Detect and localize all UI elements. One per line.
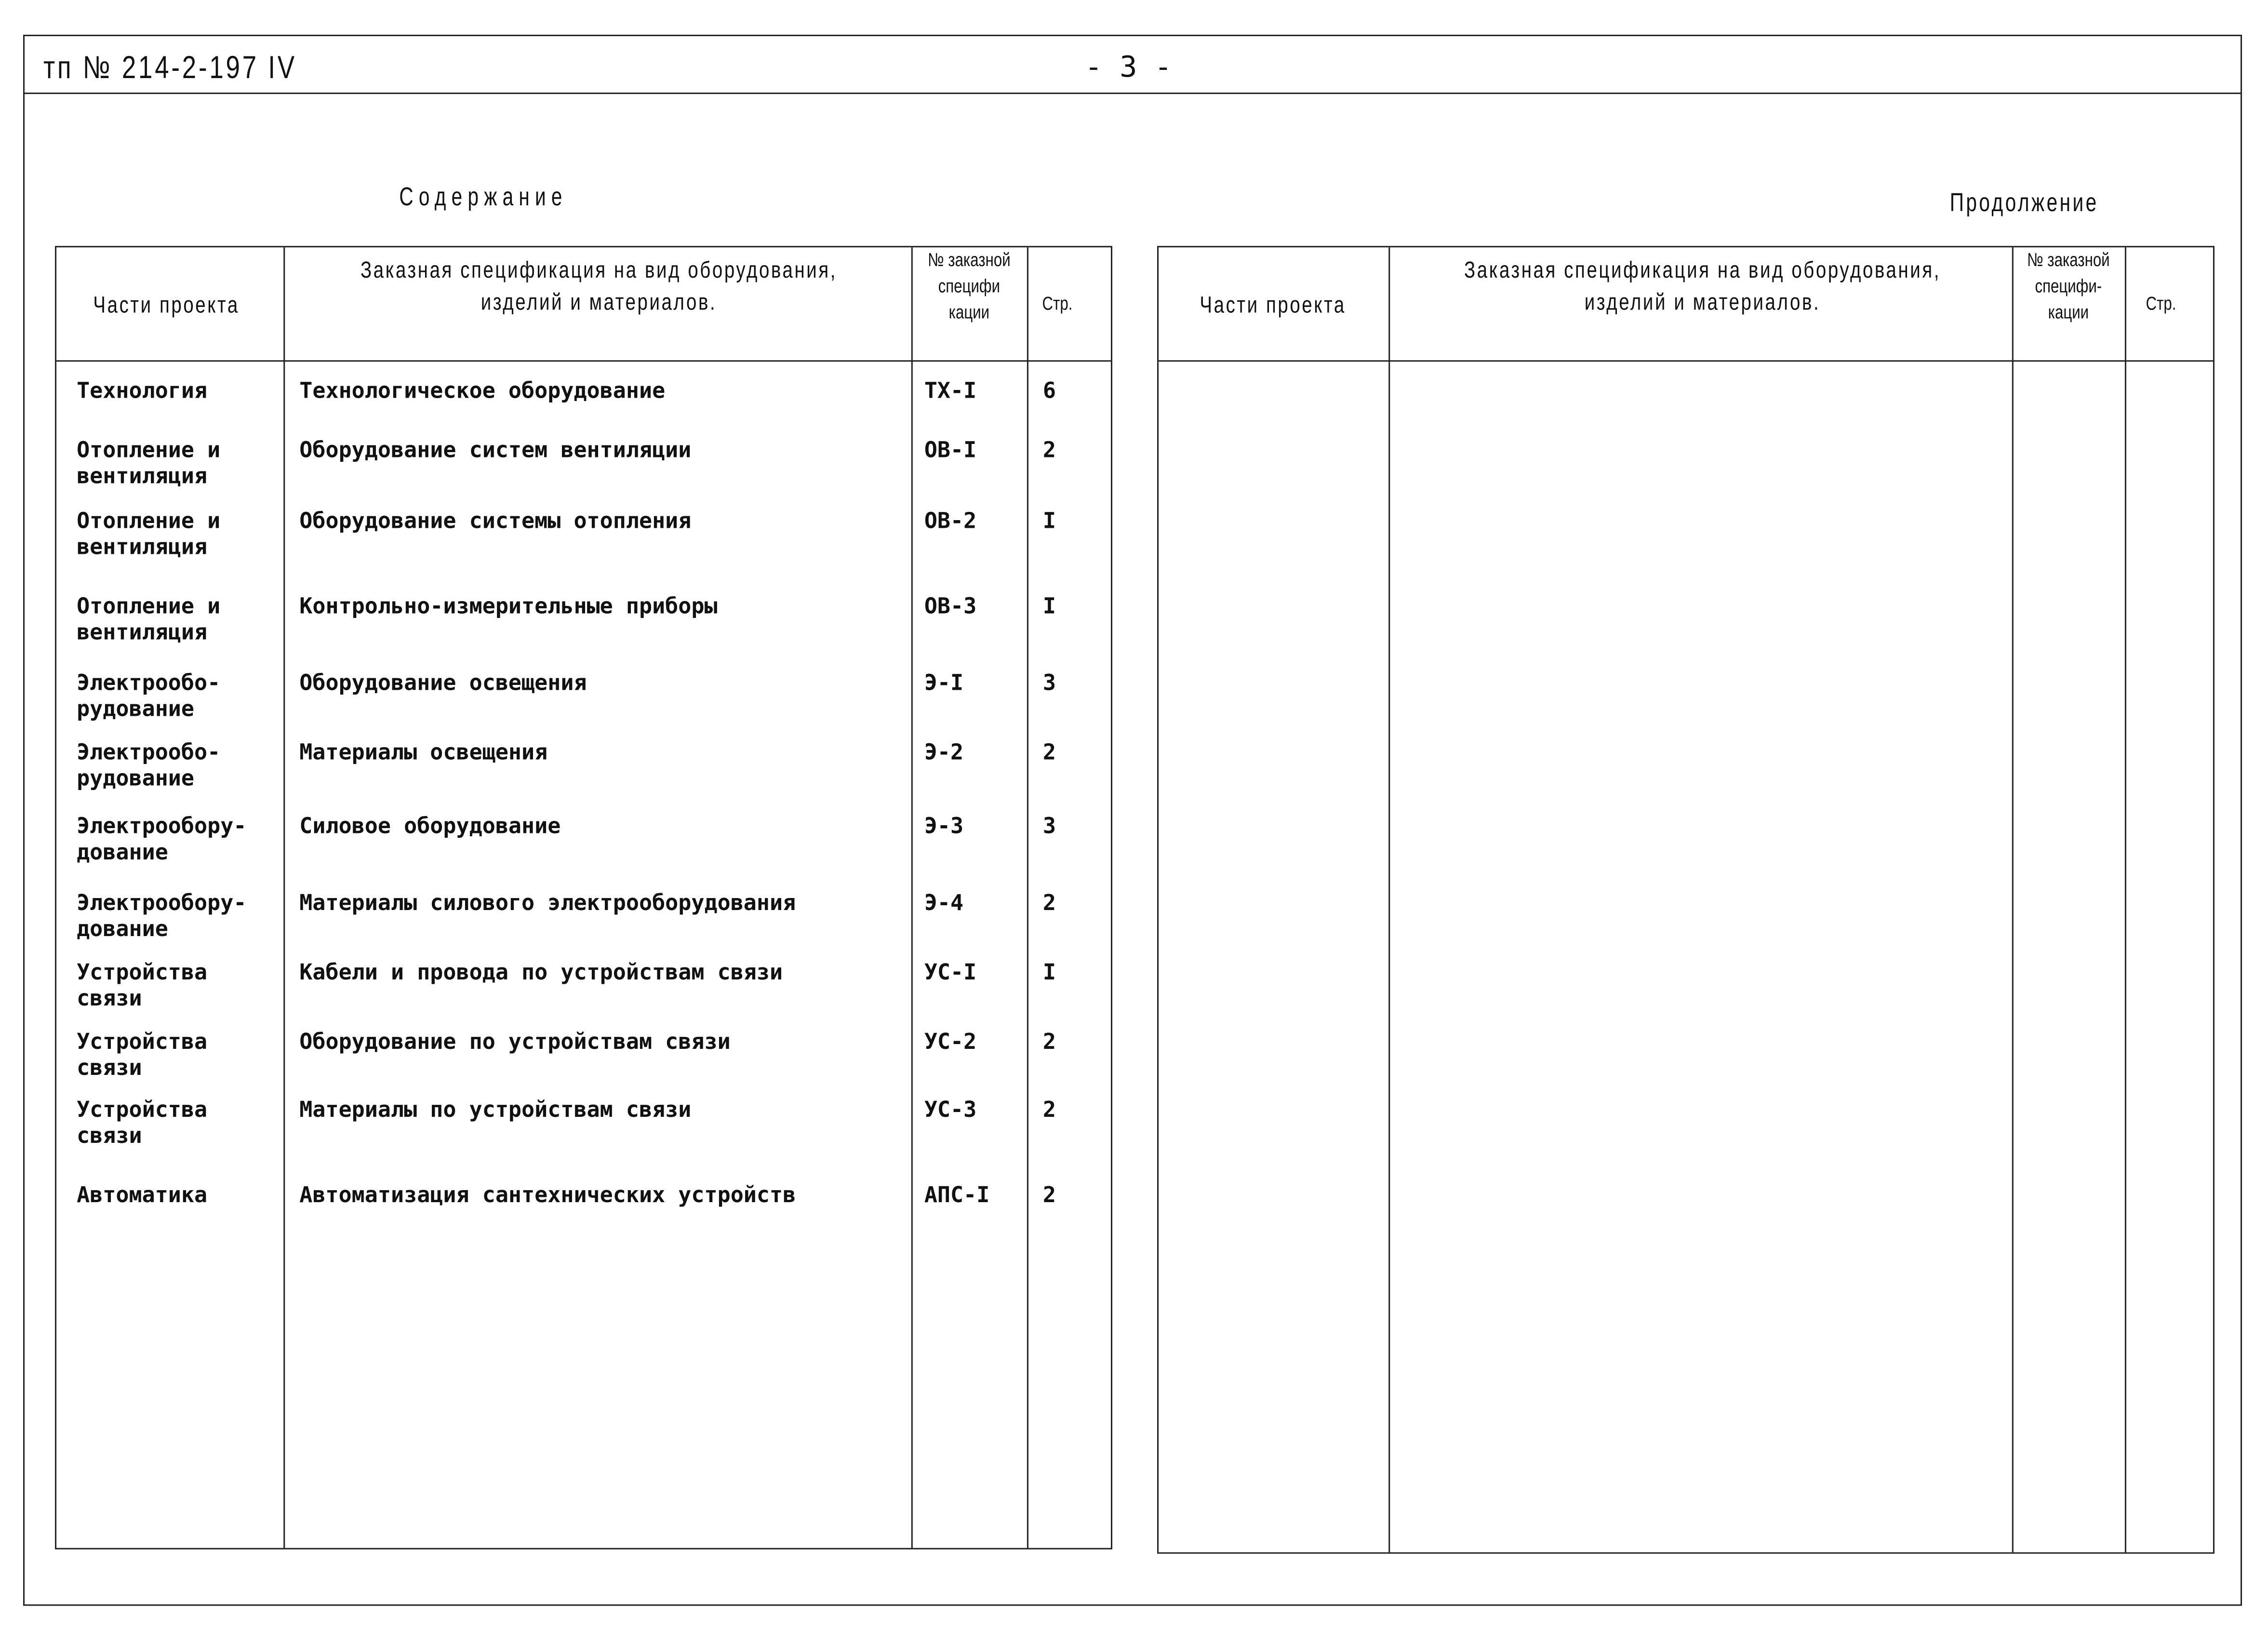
spec-code-cell: Э-I — [924, 670, 964, 696]
spec-name-cell: Автоматизация сантехнических устройств — [299, 1182, 796, 1208]
part-cell: Электрообо- рудование — [77, 670, 221, 722]
col-header-number: № заказной специфи кации — [928, 249, 1011, 323]
spec-code-cell: ОВ-2 — [924, 508, 977, 534]
page-cell: 3 — [1042, 813, 1056, 839]
page-cell: 2 — [1042, 437, 1056, 463]
part-cell: Устройства связи — [77, 1028, 208, 1081]
header-divider — [23, 93, 2242, 94]
spec-name-cell: Оборудование систем вентиляции — [299, 437, 692, 463]
spec-code-cell: УС-I — [924, 959, 977, 985]
col-header-page: Стр. — [1042, 292, 1073, 314]
col-header-spec: Заказная спецификация на вид оборудования, изделий и материалов. — [360, 259, 838, 316]
page-cell: 2 — [1042, 739, 1056, 765]
part-cell: Устройства связи — [77, 959, 208, 1011]
page-cell: I — [1042, 508, 1056, 534]
page-cell: I — [1042, 959, 1056, 985]
col-header-spec: Заказная спецификация на вид оборудования, изделий и материалов. — [1464, 259, 1941, 316]
page-cell: 6 — [1042, 377, 1056, 404]
spec-name-cell: Технологическое оборудование — [299, 377, 666, 404]
spec-name-cell: Контрольно-измерительные приборы — [299, 593, 718, 619]
part-cell: Электрообо- рудование — [77, 739, 221, 791]
spec-code-cell: Э-3 — [924, 813, 964, 839]
part-cell: Отопление и вентиляция — [77, 437, 221, 489]
spec-code-cell: ТХ-I — [924, 377, 977, 404]
page-cell: 3 — [1042, 670, 1056, 696]
part-cell: Отопление и вентиляция — [77, 593, 221, 645]
spec-name-cell: Материалы освещения — [299, 739, 548, 765]
page-number: - 3 - — [1084, 49, 1172, 84]
spec-name-cell: Оборудование по устройствам связи — [299, 1028, 731, 1055]
page-cell: 2 — [1042, 1096, 1056, 1123]
contents-table — [55, 246, 1112, 1549]
continuation-title: Продолжение — [1949, 188, 2099, 217]
part-cell: Автоматика — [77, 1182, 208, 1208]
page-cell: 2 — [1042, 889, 1056, 916]
col-header-parts: Части проекта — [93, 294, 240, 319]
col-header-number: № заказной специфи- кации — [2027, 249, 2110, 323]
spec-name-cell: Кабели и провода по устройствам связи — [299, 959, 783, 985]
continuation-table — [1157, 246, 2215, 1554]
spec-name-cell: Оборудование системы отопления — [299, 508, 692, 534]
spec-code-cell: ОВ-I — [924, 437, 977, 463]
page-cell: 2 — [1042, 1182, 1056, 1208]
spec-code-cell: Э-4 — [924, 889, 964, 916]
spec-code-cell: Э-2 — [924, 739, 964, 765]
col-header-page: Стр. — [2146, 292, 2176, 314]
spec-code-cell: АПС-I — [924, 1182, 990, 1208]
spec-code-cell: УС-2 — [924, 1028, 977, 1055]
page-cell: I — [1042, 593, 1056, 619]
spec-name-cell: Силовое оборудование — [299, 813, 561, 839]
page-cell: 2 — [1042, 1028, 1056, 1055]
spec-code-cell: УС-3 — [924, 1096, 977, 1123]
part-cell: Устройства связи — [77, 1096, 208, 1149]
spec-name-cell: Оборудование освещения — [299, 670, 587, 696]
spec-code-cell: ОВ-3 — [924, 593, 977, 619]
spec-name-cell: Материалы силового электрооборудования — [299, 889, 796, 916]
part-cell: Электрообору- дование — [77, 813, 247, 865]
spec-name-cell: Материалы по устройствам связи — [299, 1096, 692, 1123]
document-number: тп № 214-2-197 IV — [43, 49, 297, 86]
col-header-parts: Части проекта — [1200, 294, 1346, 319]
part-cell: Отопление и вентиляция — [77, 508, 221, 560]
part-cell: Электрообору- дование — [77, 889, 247, 942]
contents-title: Содержание — [399, 182, 568, 212]
part-cell: Технология — [77, 377, 208, 404]
